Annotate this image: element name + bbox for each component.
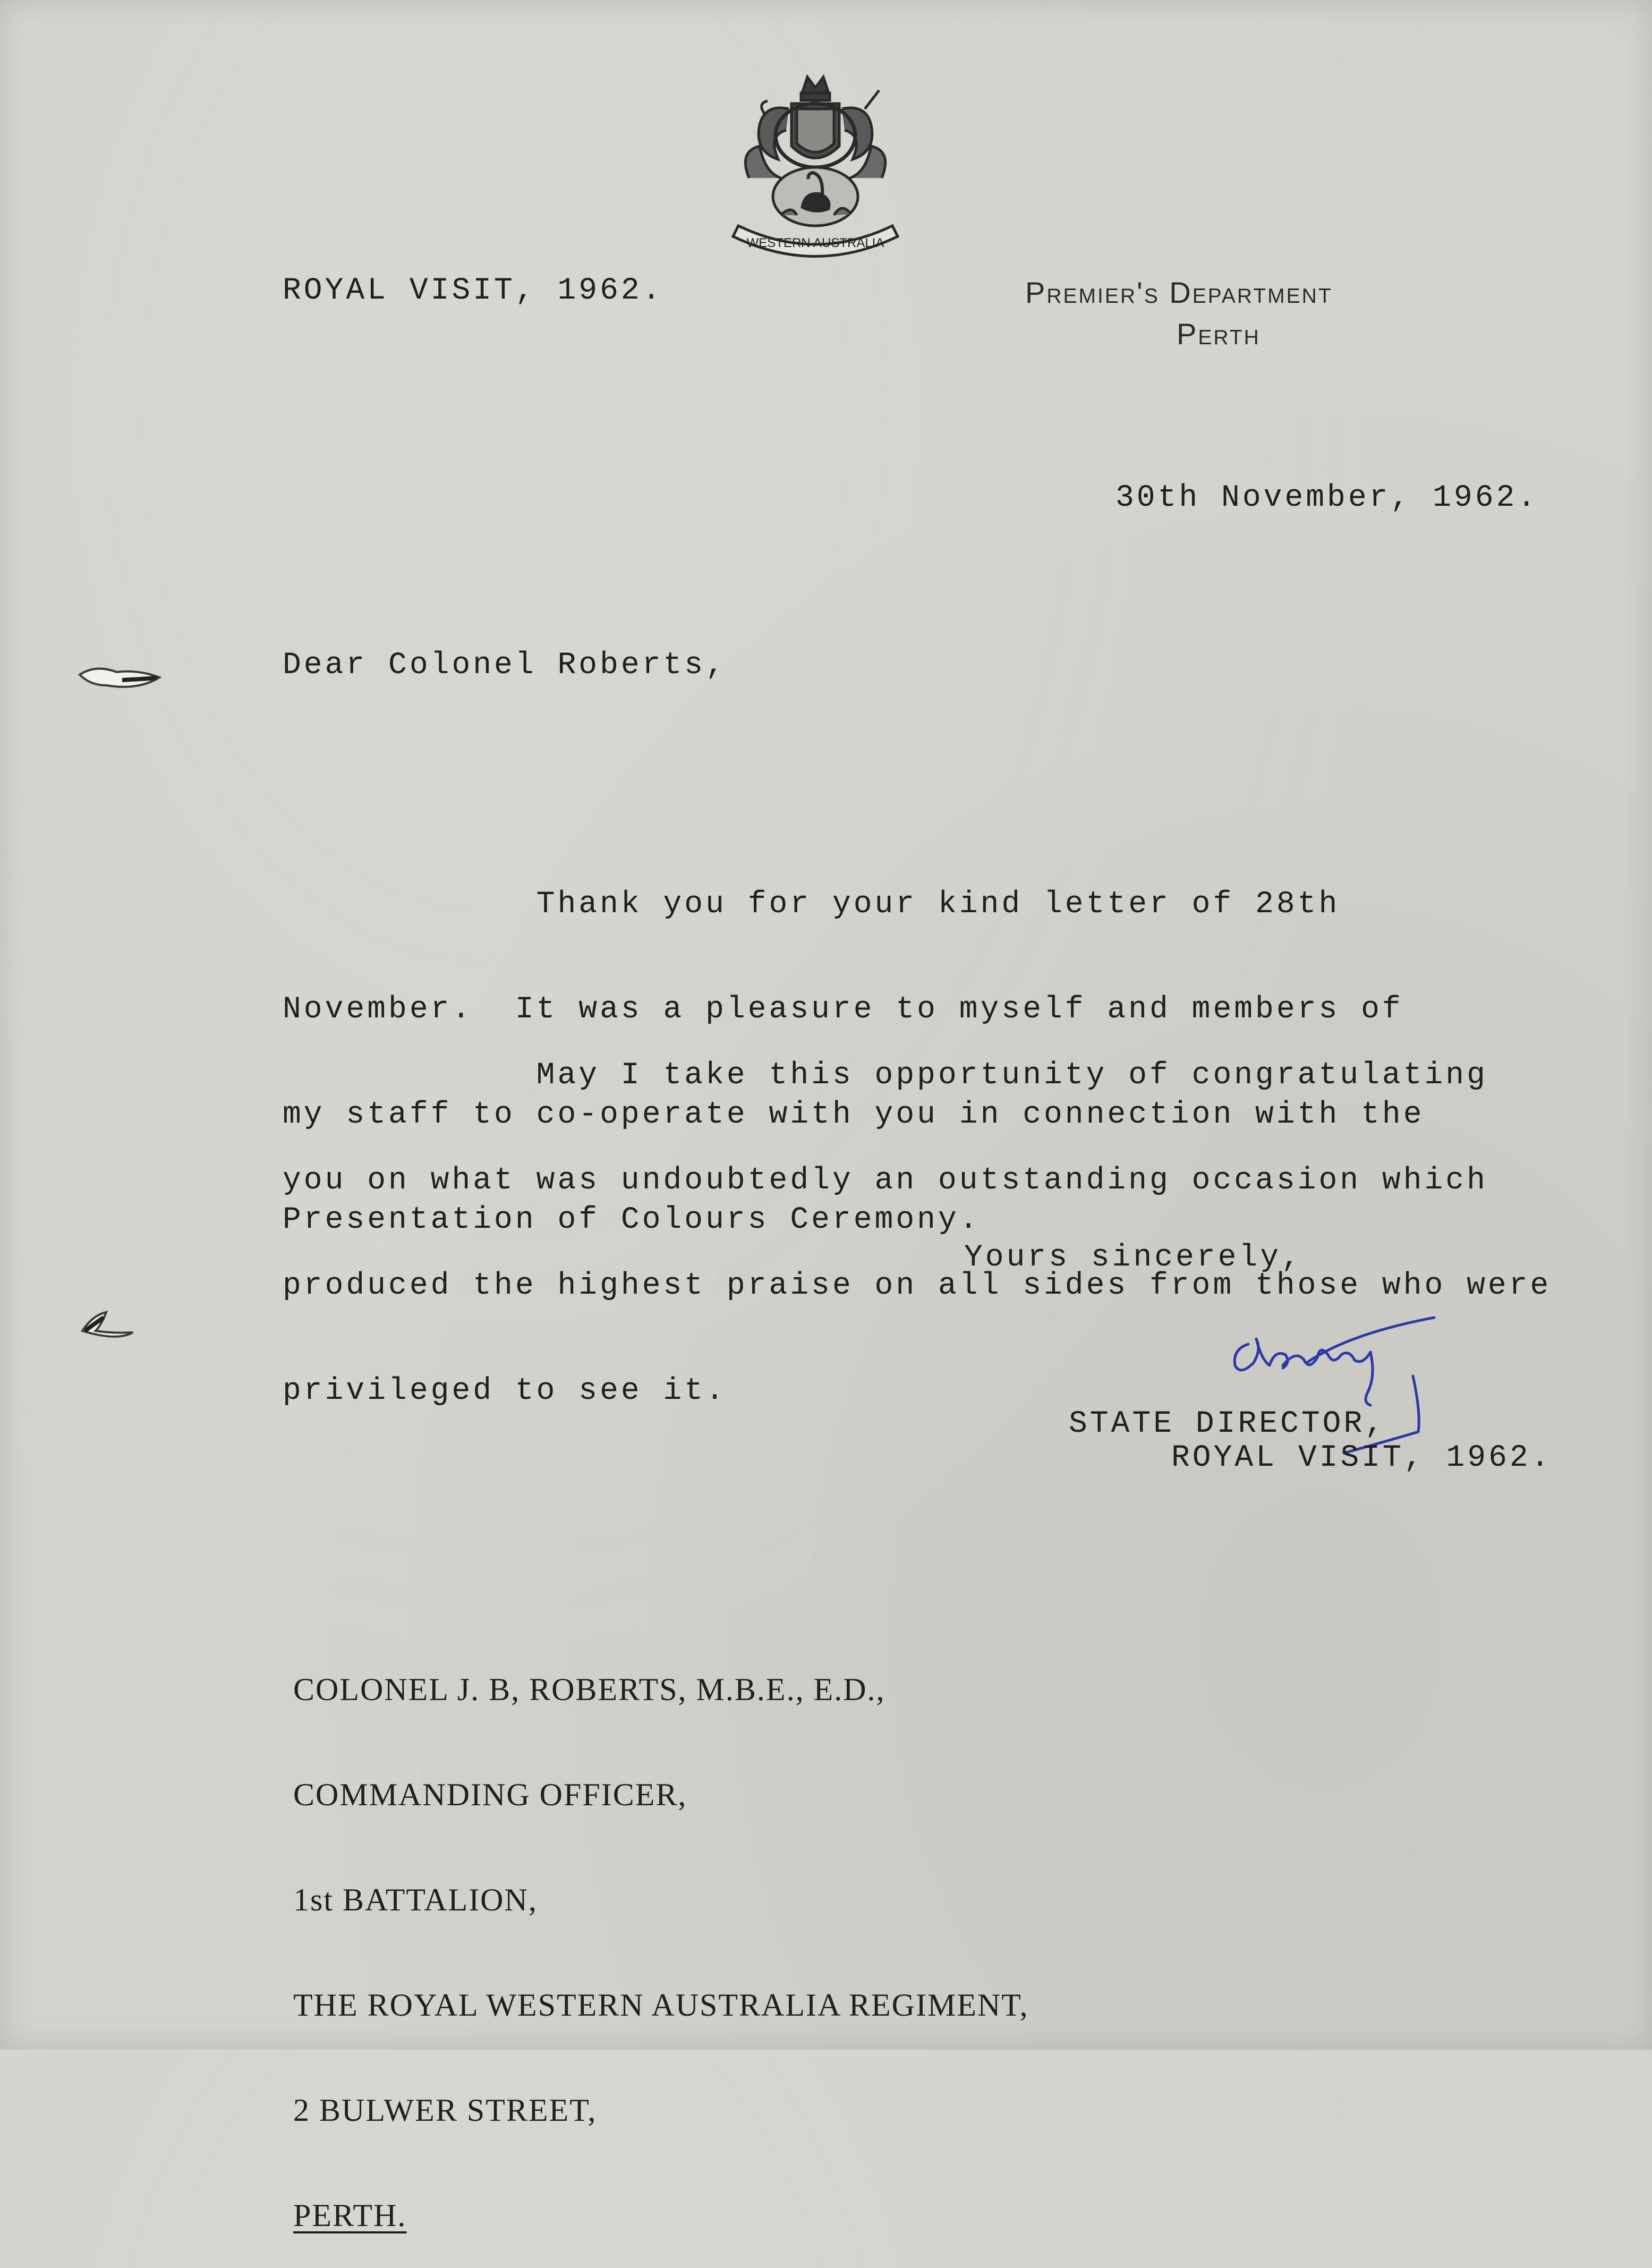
address-line: 1st BATTALION, xyxy=(293,1882,538,1917)
crest-ribbon-text: WESTERN AUSTRALIA xyxy=(746,236,884,250)
body-line: Presentation of Colours Ceremony. xyxy=(283,1203,981,1237)
salutation: Dear Colonel Roberts, xyxy=(283,648,727,683)
body-line: November. It was a pleasure to myself and members of xyxy=(283,992,1403,1027)
western-australia-crest-icon xyxy=(728,72,903,263)
signatory-title: STATE DIRECTOR, xyxy=(1069,1407,1386,1441)
body-line: my staff to co-operate with you in connection with the xyxy=(283,1098,1425,1132)
address-line: COLONEL J. B, ROBERTS, M.B.E., E.D., xyxy=(293,1672,885,1707)
department-city: Perth xyxy=(1177,317,1261,351)
address-city: PERTH. xyxy=(293,2198,407,2233)
letter-date: 30th November, 1962. xyxy=(1115,481,1539,515)
body-line: May I take this opportunity of congratulating xyxy=(283,1058,1488,1093)
punch-hole-mark xyxy=(74,1302,143,1349)
body-line: privileged to see it. xyxy=(283,1374,727,1408)
address-line: COMMANDING OFFICER, xyxy=(293,1777,687,1812)
body-line: you on what was undoubtedly an outstanding occasion which xyxy=(283,1163,1488,1198)
letterhead-left-title: ROYAL VISIT, 1962. xyxy=(283,274,663,308)
address-line: 2 BULWER STREET, xyxy=(293,2093,597,2128)
recipient-address xyxy=(293,1602,1029,2268)
punch-hole-mark xyxy=(74,653,165,701)
department-name: Premier's Department xyxy=(1025,276,1333,309)
signatory-subtitle: ROYAL VISIT, 1962. xyxy=(1171,1441,1552,1475)
address-line: THE ROYAL WESTERN AUSTRALIA REGIMENT, xyxy=(293,1987,1029,2023)
closing: Yours sincerely, xyxy=(964,1241,1302,1275)
body-line: produced the highest praise on all sides from those who were xyxy=(283,1269,1552,1303)
body-line: Thank you for your kind letter of 28th xyxy=(283,887,1340,922)
